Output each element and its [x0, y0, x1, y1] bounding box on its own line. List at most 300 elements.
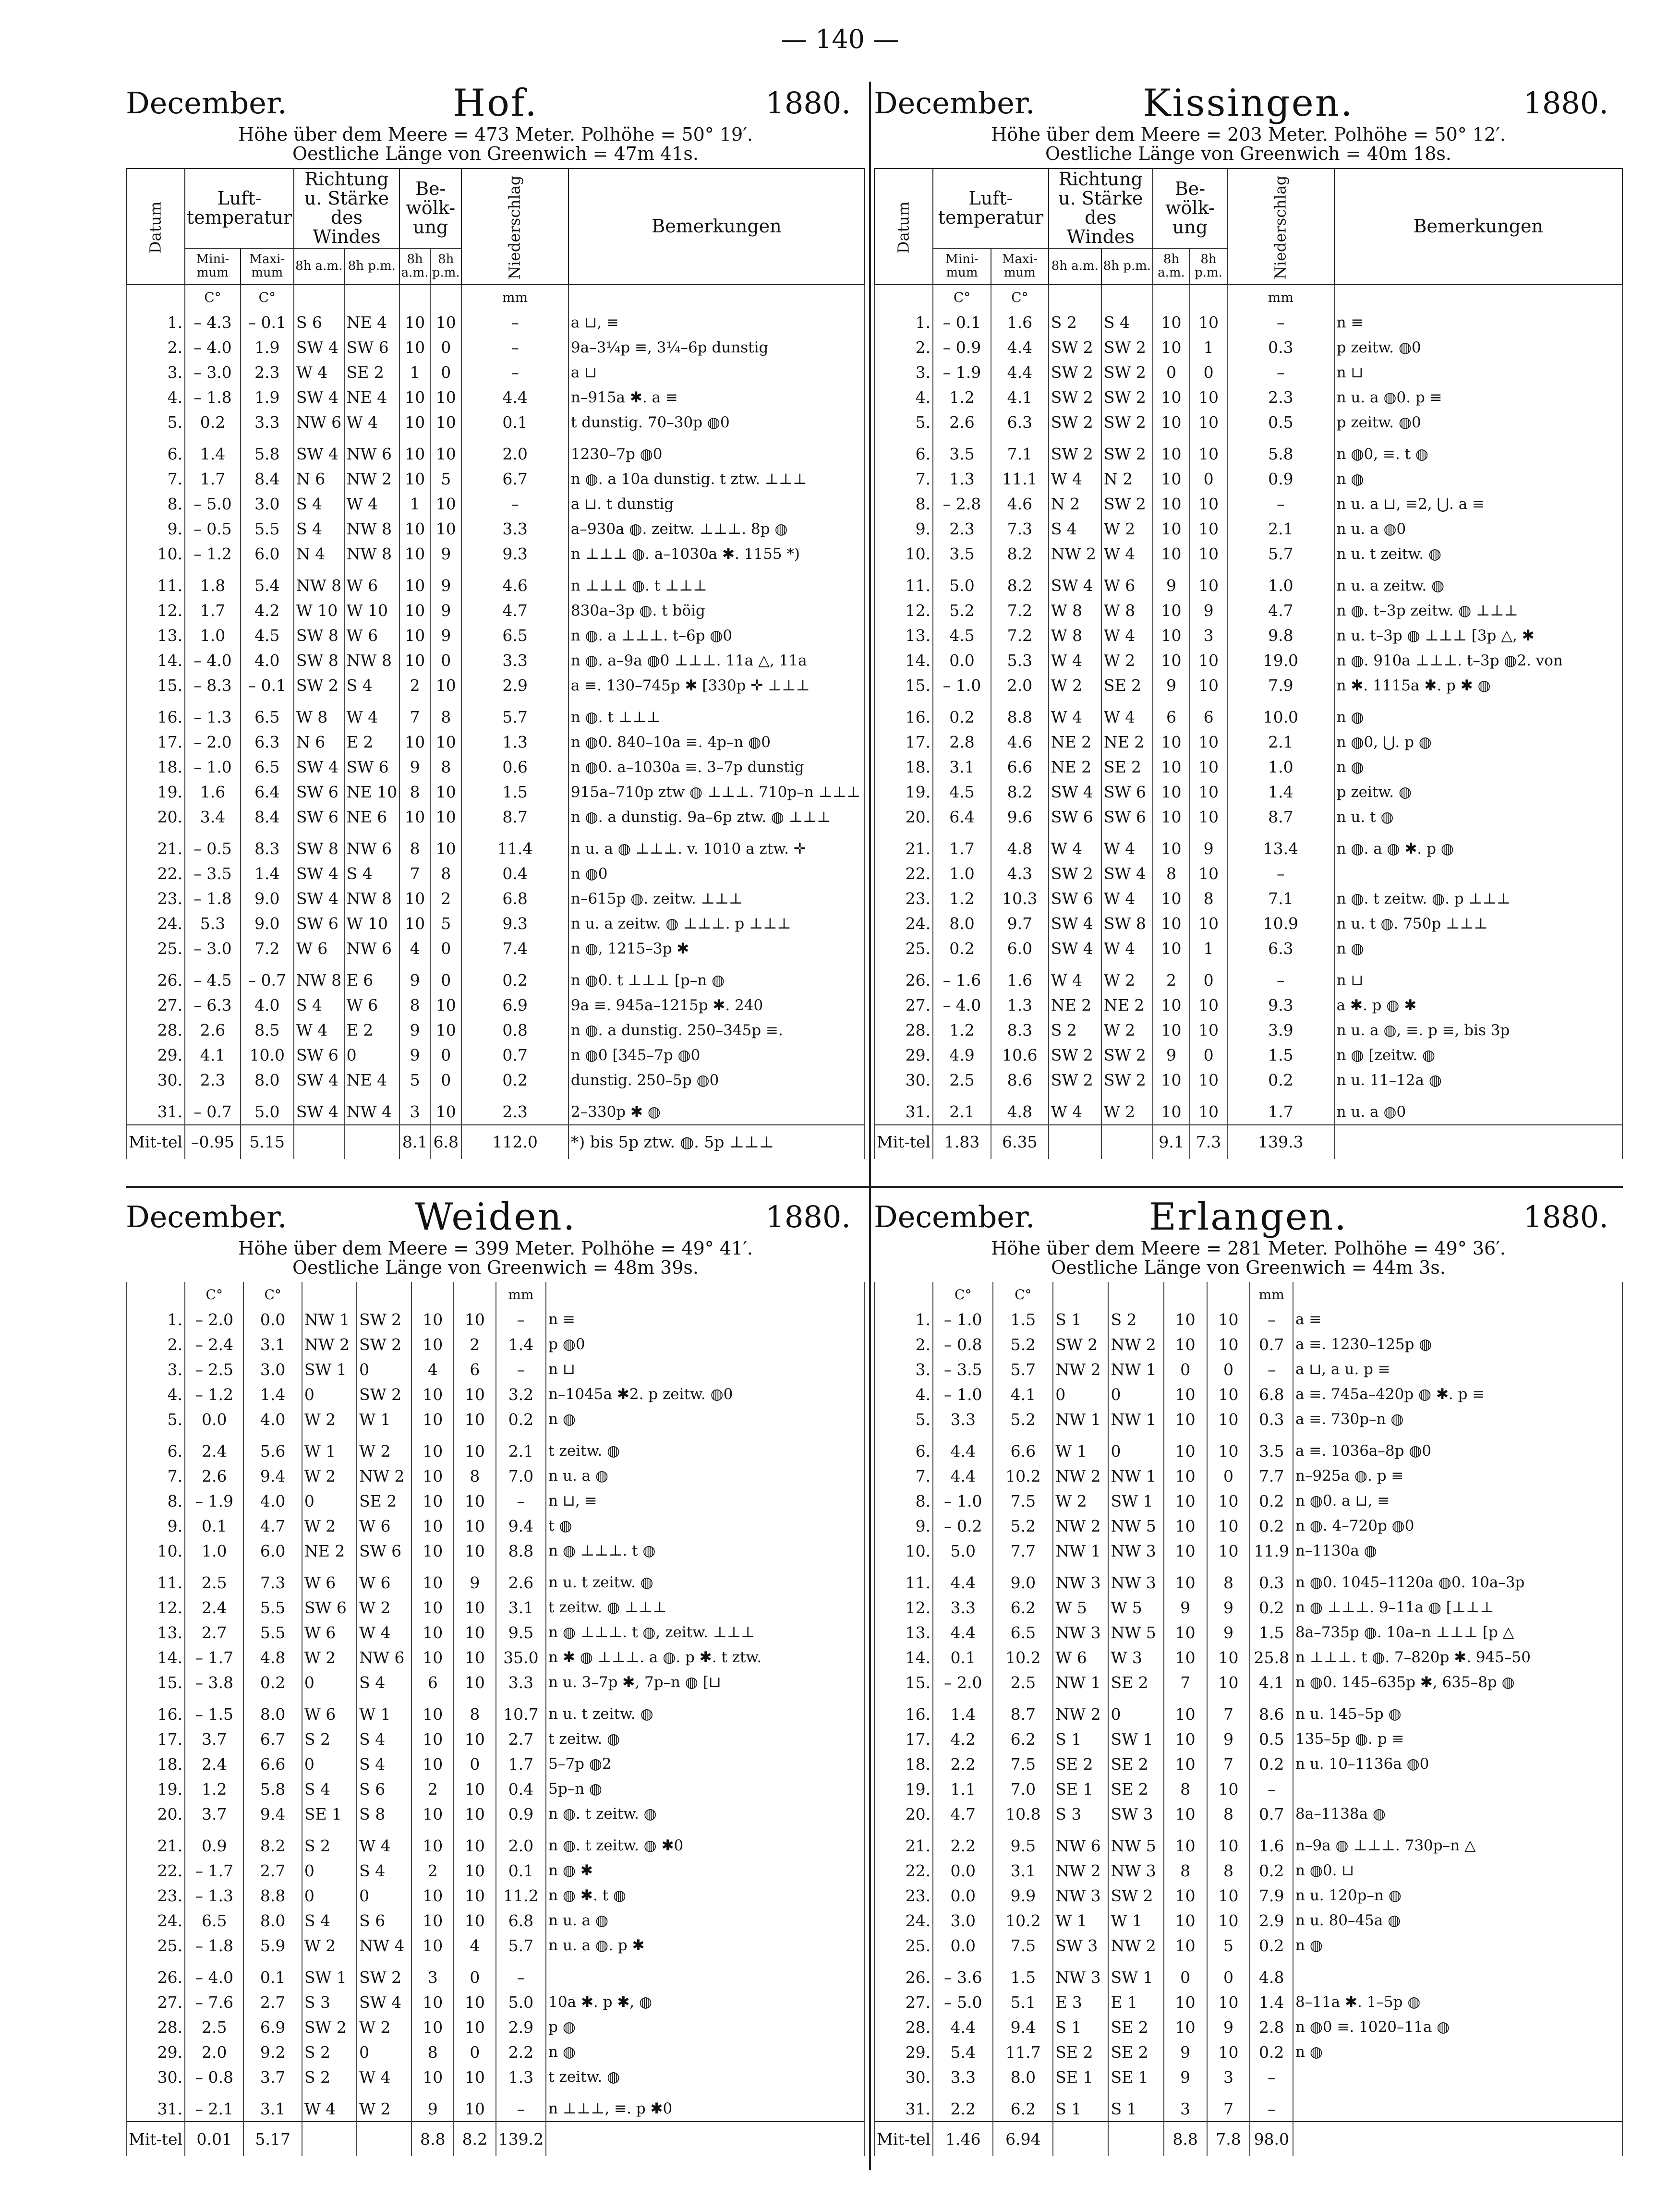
- wind-pm-cell: NW 4: [344, 1099, 399, 1125]
- gap-cell: [993, 1695, 1053, 1702]
- precip-cell: 0.5: [1250, 1726, 1293, 1751]
- cloud-am-cell: 0: [1153, 360, 1190, 385]
- max-temp-cell: 10.6: [991, 1043, 1049, 1068]
- wind-pm-cell: S 4: [357, 1726, 411, 1751]
- remarks-cell: 830a–3p ◍. t böig: [568, 598, 865, 623]
- max-temp-cell: 4.5: [241, 623, 294, 648]
- remarks-cell: n ◍: [1334, 755, 1622, 780]
- datum-cell: 6.: [126, 1438, 185, 1463]
- min-temp-cell: 4.2: [933, 1726, 993, 1751]
- wind-am-cell: W 2: [1049, 673, 1101, 698]
- table-row: [126, 598, 865, 623]
- mittel-cloud-pm-cell: 7.8: [1207, 2122, 1250, 2156]
- gap-cell: [294, 830, 344, 836]
- cloud-pm-cell: 9: [430, 623, 461, 648]
- remarks-cell: n ◍0: [568, 861, 865, 886]
- datum-cell: 2.: [874, 335, 933, 360]
- wind-pm-cell: W 2: [357, 2096, 411, 2122]
- unit-row: [126, 285, 865, 310]
- gap-cell: [496, 1695, 546, 1702]
- max-temp-cell: 6.3: [241, 730, 294, 755]
- datum-cell: 4.: [126, 385, 185, 410]
- max-temp-cell: 4.0: [241, 648, 294, 673]
- gap-cell: [546, 2089, 865, 2096]
- min-temp-cell: – 3.6: [933, 1965, 993, 1990]
- mittel-remarks-cell: [546, 2122, 865, 2156]
- cloud-am-cell: 10: [399, 442, 430, 467]
- cloud-pm-header: [1190, 248, 1227, 285]
- wind-am-cell: SW 2: [1049, 861, 1101, 886]
- precip-cell: 2.0: [461, 442, 568, 467]
- cloud-am-cell: 10: [1153, 1099, 1190, 1125]
- remarks-cell: n u. 10–1136a ◍0: [1293, 1751, 1622, 1776]
- remarks-cell: 2–330p ✱ ◍: [568, 1099, 865, 1125]
- gap-cell: [1227, 435, 1334, 442]
- wind-pm-cell: W 4: [1101, 623, 1153, 648]
- richtung-header: [1049, 169, 1153, 248]
- datum-cell: 25.: [126, 936, 185, 961]
- min-temp-cell: – 1.7: [185, 1645, 243, 1670]
- remarks-cell: [1293, 1965, 1622, 1990]
- cloud-pm-cell: 9: [1207, 1620, 1250, 1645]
- cloud-pm-cell: 10: [1190, 993, 1227, 1018]
- mittel-remarks-cell: [1293, 2122, 1622, 2156]
- wind-pm-cell: NE 4: [344, 1068, 399, 1093]
- unit-row: [874, 285, 1622, 310]
- table-row: [874, 648, 1622, 673]
- cloud-am-cell: 7: [399, 861, 430, 886]
- cloud-pm-header: [430, 248, 461, 285]
- wind-pm-cell: 0: [357, 1357, 411, 1382]
- wind-pm-cell: SW 2: [1101, 360, 1153, 385]
- wind-pm-cell: W 5: [1108, 1595, 1163, 1620]
- remarks-cell: n ◍. a ⊥⊥⊥. t–6p ◍0: [568, 623, 865, 648]
- table-row: [126, 2040, 865, 2064]
- wind-am-cell: S 2: [1049, 1018, 1101, 1043]
- gap-cell: [933, 1826, 993, 1833]
- cloud-pm-cell: 10: [454, 1801, 496, 1826]
- datum-cell: 5.: [126, 1407, 185, 1432]
- remarks-cell: n ◍: [1334, 936, 1622, 961]
- unit-cell: [1164, 1282, 1207, 1307]
- max-temp-cell: 7.2: [241, 936, 294, 961]
- max-temp-cell: 8.0: [241, 1068, 294, 1093]
- wind-am-cell: N 4: [294, 542, 344, 567]
- max-temp-cell: 6.6: [993, 1438, 1053, 1463]
- cloud-pm-cell: 5: [430, 467, 461, 492]
- unit-cell: [874, 1282, 933, 1307]
- precip-cell: 3.3: [461, 517, 568, 542]
- table-row: [126, 1751, 865, 1776]
- min-temp-cell: 3.0: [933, 1908, 993, 1933]
- cloud-am-cell: 10: [1164, 1382, 1207, 1407]
- wind-pm-cell: S 8: [357, 1801, 411, 1826]
- precip-cell: 2.9: [496, 2015, 546, 2040]
- max-temp-cell: 4.6: [991, 492, 1049, 517]
- gap-cell: [126, 961, 185, 968]
- min-temp-cell: – 7.6: [185, 1990, 243, 2015]
- precip-cell: 3.2: [496, 1382, 546, 1407]
- gap-cell: [1334, 1093, 1622, 1099]
- wind-am-cell: SW 6: [1049, 886, 1101, 911]
- cloud-am-cell: 2: [411, 1776, 454, 1801]
- mittel-wind-pm-cell: [1108, 2122, 1163, 2156]
- wind-pm-cell: NW 3: [1108, 1858, 1163, 1883]
- gap-cell: [546, 1432, 865, 1438]
- cloud-am-cell: 10: [1164, 1620, 1207, 1645]
- wind-pm-cell: NE 6: [344, 805, 399, 830]
- table-row: [874, 993, 1622, 1018]
- mittel-max-temp-cell: 5.17: [243, 2122, 302, 2156]
- wind-pm-cell: NE 2: [1101, 730, 1153, 755]
- gap-cell: [993, 1563, 1053, 1570]
- max-temp-cell: 3.1: [993, 1858, 1053, 1883]
- remarks-cell: n ◍0. 145–635p ✱, 635–8p ◍: [1293, 1670, 1622, 1695]
- unit-cell: C°: [993, 1282, 1053, 1307]
- column-divider: [869, 82, 871, 2170]
- cloud-am-cell: 10: [1164, 1751, 1207, 1776]
- cloud-pm-cell: 2: [430, 886, 461, 911]
- remarks-cell: n ◍0. 1045–1120a ◍0. 10a–3p: [1293, 1570, 1622, 1595]
- table-row: [126, 2096, 865, 2122]
- wind-am-cell: SW 8: [294, 648, 344, 673]
- gap-cell: [357, 1432, 411, 1438]
- wind-am-cell: SW 4: [1049, 573, 1101, 598]
- wind-pm-cell: W 2: [1101, 1018, 1153, 1043]
- bew-header-text: Be-wölk-ung: [1165, 178, 1215, 238]
- wind-am-cell: S 4: [1049, 517, 1101, 542]
- table-row: [874, 467, 1622, 492]
- min-temp-cell: 4.4: [933, 1570, 993, 1595]
- mittel-min-temp-cell: 1.83: [933, 1125, 991, 1159]
- precip-cell: 7.7: [1250, 1463, 1293, 1488]
- min-temp-cell: – 0.8: [185, 2064, 243, 2089]
- wind-pm-cell: W 4: [344, 492, 399, 517]
- datum-cell: 4.: [126, 1382, 185, 1407]
- wind-am-cell: SW 2: [1049, 410, 1101, 435]
- min-temp-cell: 4.4: [933, 1463, 993, 1488]
- max-temp-cell: 5.8: [243, 1776, 302, 1801]
- wind-am-cell: W 8: [1049, 598, 1101, 623]
- unit-cell: [126, 285, 185, 310]
- wind-pm-header: [344, 248, 399, 285]
- min-temp-cell: 0.0: [933, 1883, 993, 1908]
- min-temp-cell: 4.4: [933, 1620, 993, 1645]
- table-row: [126, 1357, 865, 1382]
- wind-pm-cell: NE 4: [344, 310, 399, 335]
- table-row: [126, 410, 865, 435]
- cloud-am-cell: 10: [399, 598, 430, 623]
- precip-cell: 9.5: [496, 1620, 546, 1645]
- gap-cell: [1190, 567, 1227, 573]
- min-temp-cell: – 1.8: [185, 1933, 243, 1958]
- gap-cell: [1227, 567, 1334, 573]
- precip-cell: 13.4: [1227, 836, 1334, 861]
- wind-pm-cell: NE 2: [1101, 993, 1153, 1018]
- nieder-header-text: Niederschlag: [1271, 175, 1290, 279]
- wind-am-cell: W 1: [302, 1438, 357, 1463]
- precip-cell: 4.6: [461, 573, 568, 598]
- datum-cell: 25.: [874, 1933, 933, 1958]
- gap-cell: [991, 1093, 1049, 1099]
- remarks-cell: a ≡: [1293, 1307, 1622, 1332]
- remarks-cell: n ⊥⊥⊥ ◍. a–1030a ✱. 1155 *): [568, 542, 865, 567]
- table-row: [126, 1645, 865, 1670]
- cloud-am-cell: 10: [1164, 1833, 1207, 1858]
- table-row: [126, 573, 865, 598]
- gap-cell: [496, 1826, 546, 1833]
- max-temp-cell: 0.0: [243, 1307, 302, 1332]
- wind-am-cell: SW 2: [1053, 1332, 1108, 1357]
- wind-pm-cell: S 2: [1108, 1307, 1163, 1332]
- bew-header: [1153, 169, 1227, 248]
- cloud-pm-cell: 10: [1190, 492, 1227, 517]
- table-row: [874, 755, 1622, 780]
- wind-am-cell: SW 2: [1049, 360, 1101, 385]
- min-temp-cell: 2.4: [185, 1595, 243, 1620]
- min-temp-cell: 2.0: [185, 2040, 243, 2064]
- unit-cell: mm: [1250, 1282, 1293, 1307]
- min-temp-cell: 2.1: [933, 1099, 991, 1125]
- max-header: [241, 248, 294, 285]
- remarks-cell: n ◍: [546, 1407, 865, 1432]
- remarks-cell: 8–11a ✱. 1–5p ◍: [1293, 1990, 1622, 2015]
- table-row: [126, 1438, 865, 1463]
- min-temp-cell: 8.0: [933, 911, 991, 936]
- luft-header: [933, 169, 1049, 248]
- max-temp-cell: 7.5: [993, 1488, 1053, 1513]
- cloud-pm-header-text: 8h p.m.: [432, 252, 460, 280]
- max-temp-cell: 1.9: [241, 335, 294, 360]
- precip-cell: 8.6: [1250, 1702, 1293, 1726]
- max-temp-cell: 7.1: [991, 442, 1049, 467]
- cloud-pm-cell: 10: [1190, 780, 1227, 805]
- datum-cell: 19.: [126, 1776, 185, 1801]
- precip-cell: 1.6: [1250, 1833, 1293, 1858]
- cloud-am-cell: 10: [1164, 1538, 1207, 1563]
- datum-cell: 25.: [126, 1933, 185, 1958]
- table-row: [126, 673, 865, 698]
- cloud-am-cell: 10: [1153, 385, 1190, 410]
- max-temp-cell: 10.0: [241, 1043, 294, 1068]
- gap-cell: [568, 1093, 865, 1099]
- datum-cell: 22.: [874, 1858, 933, 1883]
- cloud-pm-cell: 10: [430, 673, 461, 698]
- gap-cell: [344, 567, 399, 573]
- precip-cell: 0.3: [1250, 1407, 1293, 1432]
- precip-cell: 2.0: [496, 1833, 546, 1858]
- gap-cell: [243, 2089, 302, 2096]
- wind-pm-cell: SW 8: [1101, 911, 1153, 936]
- wind-am-cell: NE 2: [1049, 755, 1101, 780]
- max-temp-cell: 4.8: [991, 1099, 1049, 1125]
- remarks-cell: [1293, 2096, 1622, 2122]
- cloud-pm-cell: 10: [1190, 410, 1227, 435]
- cloud-pm-cell: 0: [454, 1751, 496, 1776]
- mittel-wind-pm-cell: [344, 1125, 399, 1159]
- table-row: [126, 1570, 865, 1595]
- wind-am-header-text: 8h a.m.: [1051, 258, 1099, 273]
- gap-cell: [1250, 1826, 1293, 1833]
- remarks-cell: n ◍: [546, 2040, 865, 2064]
- gap-cell: [1108, 2089, 1163, 2096]
- wind-am-cell: NW 1: [1053, 1407, 1108, 1432]
- min-temp-cell: 4.7: [933, 1801, 993, 1826]
- cloud-pm-cell: 10: [454, 1438, 496, 1463]
- table-row: [126, 1595, 865, 1620]
- remarks-cell: n ◍ ⊥⊥⊥. t ◍: [546, 1538, 865, 1563]
- unit-cell: [126, 1282, 185, 1307]
- group-gap: [874, 567, 1622, 573]
- cloud-am-cell: 10: [411, 1702, 454, 1726]
- group-gap: [874, 830, 1622, 836]
- datum-cell: 13.: [126, 623, 185, 648]
- cloud-pm-cell: 8: [430, 861, 461, 886]
- wind-am-header-text: 8h a.m.: [295, 258, 343, 273]
- max-temp-cell: 8.0: [243, 1908, 302, 1933]
- cloud-am-cell: 9: [411, 2096, 454, 2122]
- table-row: [874, 1751, 1622, 1776]
- table-row: [874, 886, 1622, 911]
- remarks-cell: n u. t ◍. 750p ⊥⊥⊥: [1334, 911, 1622, 936]
- cloud-am-cell: 10: [1153, 492, 1190, 517]
- datum-cell: 23.: [126, 886, 185, 911]
- datum-cell: 26.: [126, 968, 185, 993]
- gap-cell: [496, 2089, 546, 2096]
- group-gap: [126, 435, 865, 442]
- wind-pm-cell: W 6: [357, 1570, 411, 1595]
- gap-cell: [357, 1695, 411, 1702]
- unit-cell: C°: [185, 1282, 243, 1307]
- remarks-cell: n u. a ◍0. p ≡: [1334, 385, 1622, 410]
- precip-cell: 0.1: [461, 410, 568, 435]
- wind-am-cell: 0: [302, 1488, 357, 1513]
- cloud-am-cell: 10: [1153, 730, 1190, 755]
- remarks-cell: n ◍. a ◍ ✱. p ◍: [1334, 836, 1622, 861]
- wind-pm-cell: SE 2: [1108, 2040, 1163, 2064]
- wind-pm-cell: 0: [1108, 1438, 1163, 1463]
- page-number: — 140 —: [781, 24, 899, 54]
- max-temp-cell: 4.6: [991, 730, 1049, 755]
- min-temp-cell: – 1.5: [185, 1702, 243, 1726]
- precip-cell: 7.4: [461, 936, 568, 961]
- gap-cell: [411, 1563, 454, 1570]
- gap-cell: [126, 698, 185, 705]
- wind-pm-cell: NW 2: [344, 467, 399, 492]
- gap-cell: [1153, 961, 1190, 968]
- unit-cell: C°: [991, 285, 1049, 310]
- gap-cell: [1190, 435, 1227, 442]
- wind-am-cell: NW 6: [1053, 1833, 1108, 1858]
- datum-cell: 7.: [874, 467, 933, 492]
- table-row: [126, 623, 865, 648]
- precip-cell: –: [496, 1307, 546, 1332]
- elevation-line: Höhe über dem Meere = 399 Meter. Polhöhe = 49° 41′.: [238, 1238, 753, 1259]
- max-temp-cell: 7.7: [993, 1538, 1053, 1563]
- precip-cell: –: [1227, 310, 1334, 335]
- max-temp-cell: 8.0: [243, 1702, 302, 1726]
- datum-cell: 12.: [126, 1595, 185, 1620]
- datum-cell: 27.: [874, 1990, 933, 2015]
- group-gap: [874, 1432, 1622, 1438]
- cloud-am-cell: 2: [399, 673, 430, 698]
- wind-am-cell: W 6: [302, 1702, 357, 1726]
- gap-cell: [874, 435, 933, 442]
- table-row: [874, 573, 1622, 598]
- cloud-am-header-text: 8h a.m.: [1158, 252, 1185, 280]
- remarks-cell: n u. t–3p ◍ ⊥⊥⊥ [3p △, ✱: [1334, 623, 1622, 648]
- wind-am-cell: W 5: [1053, 1595, 1108, 1620]
- precip-cell: 5.7: [461, 705, 568, 730]
- precip-cell: 0.2: [461, 1068, 568, 1093]
- cloud-pm-cell: 0: [430, 936, 461, 961]
- min-temp-cell: – 4.0: [185, 648, 241, 673]
- datum-cell: 12.: [874, 598, 933, 623]
- cloud-am-cell: 10: [1153, 911, 1190, 936]
- table-row: [874, 598, 1622, 623]
- max-temp-cell: 1.5: [993, 1965, 1053, 1990]
- remarks-cell: p zeitw. ◍: [1334, 780, 1622, 805]
- cloud-am-cell: 10: [411, 1570, 454, 1595]
- max-temp-cell: 9.4: [993, 2015, 1053, 2040]
- gap-cell: [1334, 435, 1622, 442]
- datum-header-text: Datum: [894, 201, 913, 254]
- bew-header-text: Be-wölk-ung: [406, 178, 456, 238]
- cloud-am-cell: 8: [399, 836, 430, 861]
- remarks-cell: [1334, 861, 1622, 886]
- precip-cell: 1.7: [1227, 1099, 1334, 1125]
- cloud-am-cell: 10: [1153, 467, 1190, 492]
- max-temp-cell: 9.0: [993, 1570, 1053, 1595]
- gap-cell: [126, 1958, 185, 1965]
- gap-cell: [454, 1563, 496, 1570]
- datum-cell: 14.: [126, 648, 185, 673]
- longitude-line: Oestliche Länge von Greenwich = 48m 39s.: [292, 1257, 699, 1278]
- wind-am-cell: SW 6: [294, 805, 344, 830]
- max-temp-cell: 5.6: [243, 1438, 302, 1463]
- group-gap: [874, 1093, 1622, 1099]
- cloud-pm-cell: 10: [454, 1407, 496, 1432]
- wind-am-cell: SW 1: [302, 1965, 357, 1990]
- min-temp-cell: 5.0: [933, 573, 991, 598]
- group-gap: [874, 961, 1622, 968]
- min-temp-cell: 6.4: [933, 805, 991, 830]
- cloud-am-cell: 10: [411, 1933, 454, 1958]
- wind-am-cell: SW 8: [294, 623, 344, 648]
- table-row: [874, 1357, 1622, 1382]
- max-temp-cell: 6.6: [243, 1751, 302, 1776]
- min-temp-cell: – 0.8: [933, 1332, 993, 1357]
- gap-cell: [399, 567, 430, 573]
- wind-am-cell: NE 2: [302, 1538, 357, 1563]
- unit-cell: C°: [185, 285, 241, 310]
- datum-cell: 19.: [874, 1776, 933, 1801]
- datum-cell: 8.: [874, 492, 933, 517]
- gap-cell: [933, 567, 991, 573]
- max-temp-cell: 6.0: [991, 936, 1049, 961]
- cloud-am-cell: 9: [399, 968, 430, 993]
- gap-cell: [546, 1826, 865, 1833]
- gap-cell: [411, 1695, 454, 1702]
- table-row: [126, 1620, 865, 1645]
- precip-cell: 10.0: [1227, 705, 1334, 730]
- table-row: [126, 755, 865, 780]
- gap-cell: [302, 2089, 357, 2096]
- gap-cell: [874, 1826, 933, 1833]
- cloud-pm-cell: 8: [1207, 1858, 1250, 1883]
- max-temp-cell: 6.9: [243, 2015, 302, 2040]
- table-row: [874, 1463, 1622, 1488]
